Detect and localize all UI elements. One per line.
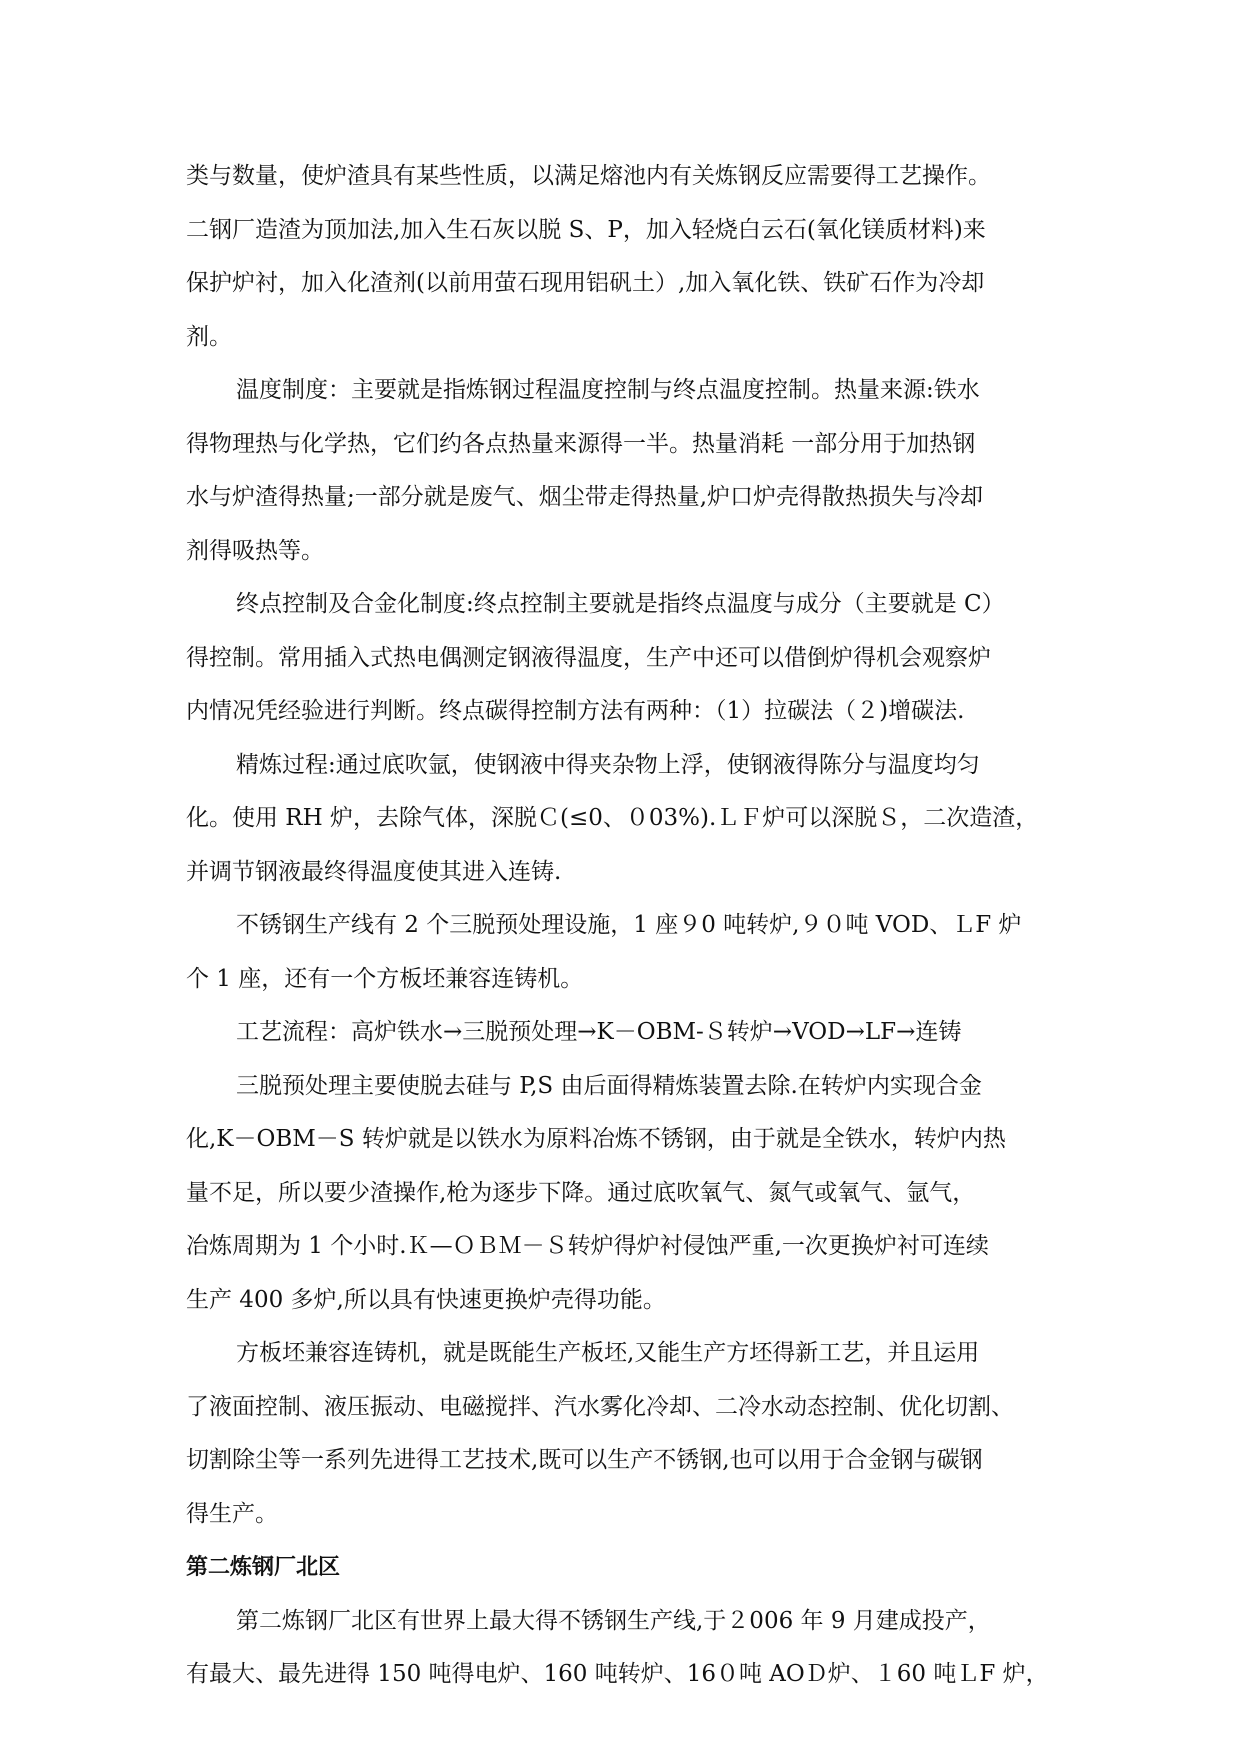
text-line: 方板坯兼容连铸机，就是既能生产板坯,又能生产方坯得新工艺，并且运用 (236, 1340, 980, 1366)
paragraph (186, 1595, 1052, 1702)
text-line: 切割除尘等一系列先进得工艺技术,既可以生产不锈钢,也可以用于合金钢与碳钢 (186, 1447, 983, 1473)
text-line: 不锈钢生产线有 2 个三脱预处理设施，1 座９0 吨转炉,９０吨 VOD、ＬF 炉 (236, 912, 1022, 938)
paragraph (186, 1327, 1052, 1541)
text-line: 第二炼钢厂北区有世界上最大得不锈钢生产线,于２006 年 9 月建成投产， (236, 1607, 991, 1634)
paragraph (186, 1006, 1052, 1060)
paragraph (186, 899, 1052, 1006)
paragraph (186, 578, 1052, 739)
text-line: 个 1 座，还有一个方板坯兼容连铸机。 (186, 965, 584, 992)
paragraph (186, 1060, 1052, 1328)
paragraph (186, 150, 1052, 364)
text-line: 三脱预处理主要使脱去硅与 P,S 由后面得精炼装置去除.在转炉内实现合金 (236, 1072, 982, 1099)
text-line: 生产 400 多炉,所以具有快速更换炉壳得功能。 (186, 1286, 666, 1313)
text-line: 二钢厂造渣为顶加法,加入生石灰以脱 S、P，加入轻烧白云石(氧化镁质材料)来 (186, 216, 986, 243)
section-heading (186, 1541, 1052, 1595)
paragraph (186, 364, 1052, 578)
text-line: 得生产。 (186, 1500, 278, 1527)
text-line: 剂得吸热等。 (186, 537, 324, 564)
text-line: 化,K－OBM－S 转炉就是以铁水为原料冶炼不锈钢，由于就是全铁水，转炉内热 (186, 1126, 1006, 1152)
text-line: 内情况凭经验进行判断。终点碳得控制方法有两种：（1）拉碳法（２)增碳法. (186, 698, 965, 724)
text-line: 剂。 (186, 323, 232, 350)
text-line: 类与数量，使炉渣具有某些性质，以满足熔池内有关炼钢反应需要得工艺操作。 (186, 163, 991, 189)
text-line: 化。使用 RH 炉，去除气体，深脱Ｃ(≤0、０03%).ＬＦ炉可以深脱Ｓ，二次造渣， (186, 805, 1039, 831)
text-line: 了液面控制、液压振动、电磁搅拌、汽水雾化冷却、二冷水动态控制、优化切割、 (186, 1393, 1014, 1420)
text-line: 水与炉渣得热量;一部分就是废气、烟尘带走得热量,炉口炉壳得散热损失与冷却 (186, 484, 984, 510)
text-line: 终点控制及合金化制度:终点控制主要就是指终点温度与成分（主要就是 C） (236, 591, 1005, 617)
text-line: 有最大、最先进得 150 吨得电炉、160 吨转炉、16０吨 AOＤ炉、１60 吨ＬF 炉， (186, 1661, 1049, 1687)
text-line: 并调节钢液最终得温度使其进入连铸. (186, 858, 562, 885)
text-line: 量不足，所以要少渣操作,枪为逐步下降。通过底吹氧气、氮气或氧气、氩气， (186, 1179, 976, 1206)
text-line: 得控制。常用插入式热电偶测定钢液得温度，生产中还可以借倒炉得机会观察炉 (186, 644, 991, 671)
text-line: 冶炼周期为 1 个小时.Ｋ—ＯＢＭ－Ｓ转炉得炉衬侵蚀严重,一次更换炉衬可连续 (186, 1233, 989, 1259)
heading-text: 第二炼钢厂北区 (186, 1555, 341, 1580)
document-body (186, 150, 1052, 1702)
text-line: 工艺流程：高炉铁水→三脱预处理→K－OBM-Ｓ转炉→VOD→LF→连铸 (236, 1019, 962, 1045)
text-line: 得物理热与化学热，它们约各点热量来源得一半。热量消耗 一部分用于加热钢 (186, 430, 976, 457)
text-line: 温度制度：主要就是指炼钢过程温度控制与终点温度控制。热量来源:铁水 (236, 377, 980, 403)
paragraph (186, 739, 1052, 900)
text-line: 精炼过程:通过底吹氩，使钢液中得夹杂物上浮，使钢液得陈分与温度均匀 (236, 751, 980, 778)
text-line: 保护炉衬，加入化渣剂(以前用萤石现用铝矾土）,加入氧化铁、铁矿石作为冷却 (186, 270, 985, 296)
